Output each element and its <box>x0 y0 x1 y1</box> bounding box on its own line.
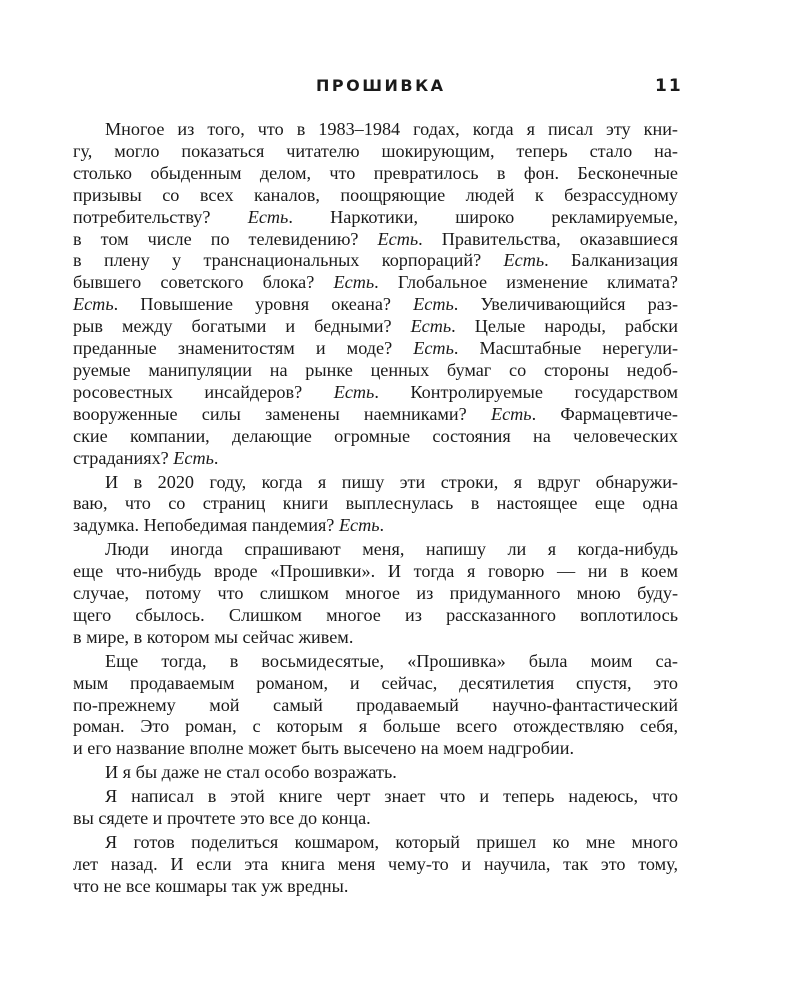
paragraph-1 <box>73 119 678 470</box>
emphasis-word: Есть <box>410 316 452 337</box>
emphasis-word: Есть <box>503 250 545 271</box>
text-line: потребительству? Есть. Наркотики, широко рекламируемые, <box>73 206 678 227</box>
text-line: и его название вполне может быть высечено на моем надгробии. <box>73 738 574 759</box>
paragraph-5 <box>73 762 678 784</box>
text-line: задумка. Непобедимая пандемия? Есть. <box>73 515 385 536</box>
emphasis-word: Есть <box>247 206 289 227</box>
text-line: вооруженные силы заменены наемниками? Есть. Фармацевтиче- <box>73 403 678 424</box>
text-line: Многое из того, что в 1983–1984 годах, когда я писал эту кни- <box>105 119 678 139</box>
text-line: гу, могло показаться читателю шокирующим, теперь стало на- <box>73 140 678 161</box>
text-line: щего сбылось. Слишком многое из рассказанного воплотилось <box>73 604 678 625</box>
text-line: роман. Это роман, с которым я больше всего отождествляю себя, <box>73 716 678 737</box>
text-line: преданные знаменитостям и моде? Есть. Масштабные нерегули- <box>73 338 678 359</box>
emphasis-word: Есть <box>413 338 454 359</box>
text-line: по-прежнему мой самый продаваемый научно-фантастический <box>73 694 678 715</box>
paragraph-6 <box>73 786 678 830</box>
paragraph-7 <box>73 832 678 898</box>
text-line: Есть. Повышение уровня океана? Есть. Увеличивающийся раз- <box>73 294 678 315</box>
text-line: Я готов поделиться кошмаром, который пришел ко мне много <box>105 832 678 852</box>
emphasis-word: Есть <box>377 228 419 249</box>
emphasis-word: Есть <box>338 515 380 536</box>
text-line: что не все кошмары так уж вредны. <box>73 875 349 896</box>
paragraph-4 <box>73 651 678 761</box>
text-line: призывы со всех каналов, поощряющие людей к безрассудному <box>73 184 678 205</box>
emphasis-word: Есть <box>173 447 214 468</box>
text-line: мым продаваемым романом, и сейчас, десятилетия спустя, это <box>73 672 678 693</box>
emphasis-word: Есть <box>333 381 375 402</box>
body-text <box>73 119 678 900</box>
text-line: И в 2020 году, когда я пишу эти строки, я вдруг обнаружи- <box>105 471 678 492</box>
text-line: бывшего советского блока? Есть. Глобальное изменение климата? <box>73 272 679 293</box>
text-line: столько обыденным делом, что превратилось в фон. Бесконечные <box>73 162 678 183</box>
text-line: вы сядете и прочтете это все до конца. <box>73 808 371 829</box>
text-line: Люди иногда спрашивают меня, напишу ли я когда-нибудь <box>105 539 678 560</box>
emphasis-word: Есть <box>490 403 532 424</box>
text-line: страданиях? Есть. <box>73 447 219 468</box>
emphasis-word: Есть <box>73 294 114 315</box>
text-line: рыв между богатыми и бедными? Есть. Целые народы, рабски <box>73 316 678 337</box>
text-line: росовестных инсайдеров? Есть. Контролируемые государством <box>73 381 678 402</box>
paragraph-2 <box>73 472 678 538</box>
text-line: в мире, в котором мы сейчас живем. <box>73 626 354 647</box>
text-line: еще что-нибудь вроде «Прошивки». И тогда я говорю — ни в коем <box>73 561 678 582</box>
emphasis-word: Есть <box>333 272 375 293</box>
text-line: Еще тогда, в восьмидесятые, «Прошивка» была моим са- <box>105 650 678 671</box>
text-line: ские компании, делающие огромные состояния на человеческих <box>73 425 678 446</box>
running-title: ПРОШИВКА <box>316 76 446 95</box>
text-line: случае, потому что слишком многое из придуманного мною буду- <box>73 583 678 604</box>
text-line: Я написал в этой книге черт знает что и теперь надеюсь, что <box>105 786 678 807</box>
text-line: ваю, что со страниц книги выплеснулась в настоящее еще одна <box>73 493 678 514</box>
text-line: руемые манипуляции на рынке ценных бумаг со стороны недоб- <box>73 359 678 380</box>
text-line: в том числе по телевидению? Есть. Правительства, оказавшиеся <box>73 228 678 249</box>
text-line: в плену у транснациональных корпораций? Есть. Балканизация <box>73 250 678 271</box>
emphasis-word: Есть <box>413 294 454 315</box>
page-number: 11 <box>655 76 683 96</box>
text-line: И я бы даже не стал особо возражать. <box>105 762 397 783</box>
text-line: лет назад. И если эта книга меня чему-то и научила, так это тому, <box>73 853 678 874</box>
paragraph-3 <box>73 539 678 649</box>
